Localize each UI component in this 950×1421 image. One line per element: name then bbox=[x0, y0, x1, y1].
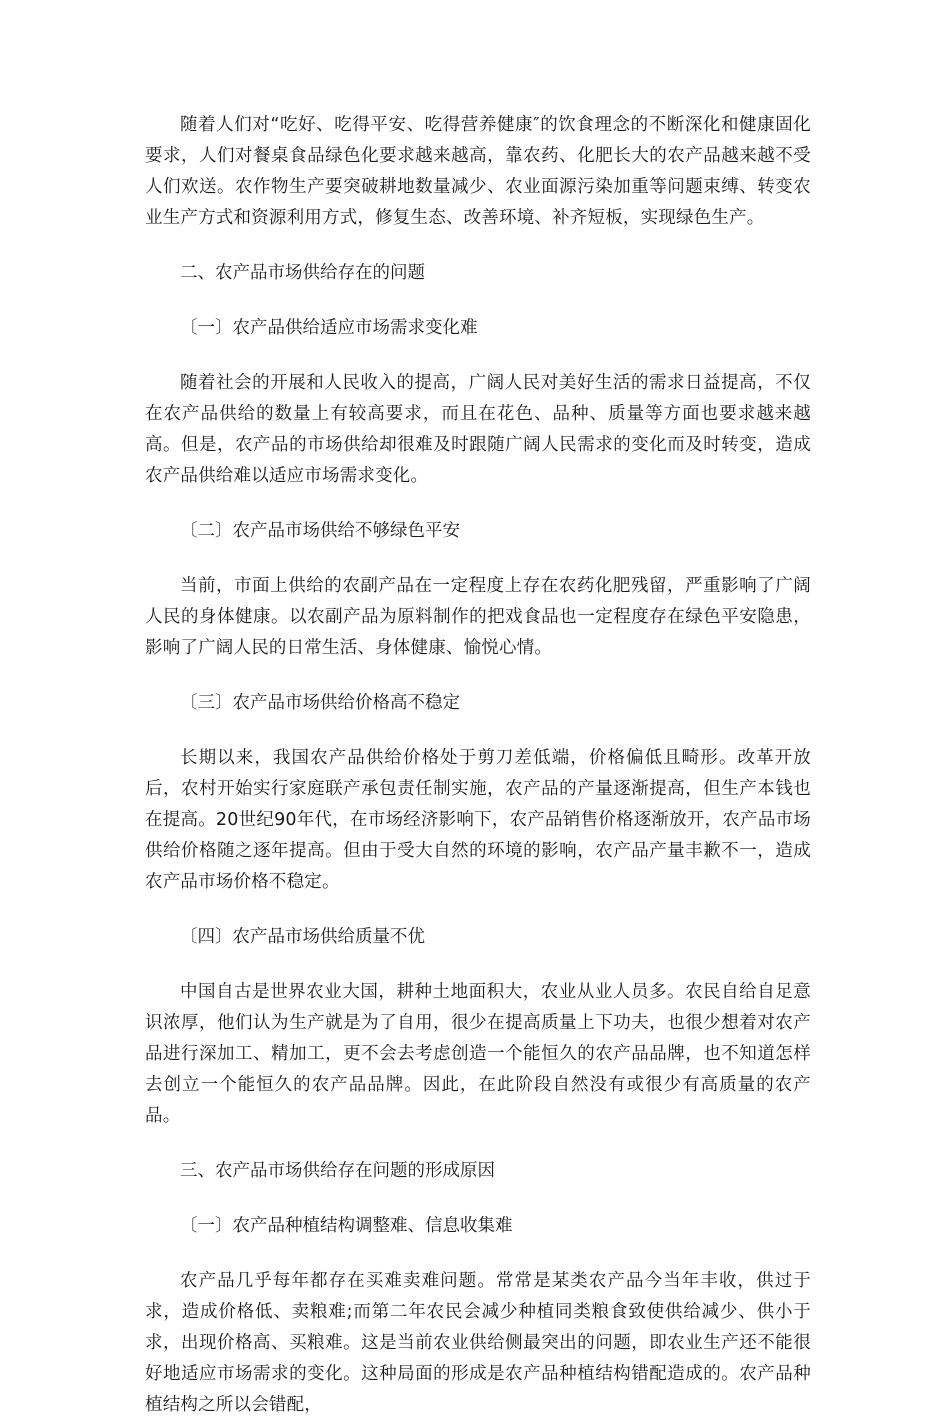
section-heading-2: 二、农产品市场供给存在的问题 bbox=[180, 263, 425, 283]
paragraph-2-3: 长期以来，我国农产品供给价格处于剪刀差低端，价格偏低且畸形。改革开放后，农村开始实行家庭联产承包责任制实施，农产品的产量逐渐提高，但生产本钱也在提高。20世纪90年代，在市场经济影响下，农产品销售价格逐渐放开，农产品市场供给价格随之逐年提高。但由于受大自然的环境的影响，农产品产量丰歉不一，造成农产品市场价格不稳定。 bbox=[145, 748, 811, 892]
subheading-3-1: 〔一〕农产品种植结构调整难、信息收集难 bbox=[180, 1216, 513, 1236]
document-body bbox=[145, 110, 811, 1421]
paragraph-3-1: 农产品几乎每年都存在买难卖难问题。常常是某类农产品今当年丰收，供过于求，造成价格低、卖粮难;而第二年农民会减少种植同类粮食致使供给减少、供小于求，出现价格高、买粮难。这是当前农业供给侧最突出的问题，即农业生产还不能很好地适应市场需求的变化。这种局面的形成是农产品种植结构错配造成的。农产品种植结构之所以会错配， bbox=[145, 1271, 811, 1415]
paragraph-green-consumption: 随着人们对“吃好、吃得平安、吃得营养健康″的饮食理念的不断深化和健康固化要求，人们对餐桌食品绿色化要求越来越高，靠农药、化肥长大的农产品越来越不受人们欢送。农作物生产要突破耕地数量减少、农业面源污染加重等问题束缚、转变农业生产方式和资源利用方式，修复生态、改善环境、补齐短板，实现绿色生产。 bbox=[145, 115, 811, 228]
subheading-2-2: 〔二〕农产品市场供给不够绿色平安 bbox=[180, 521, 460, 541]
subheading-2-3: 〔三〕农产品市场供给价格高不稳定 bbox=[180, 693, 460, 713]
subheading-2-4: 〔四〕农产品市场供给质量不优 bbox=[180, 927, 425, 947]
paragraph-2-1: 随着社会的开展和人民收入的提高，广阔人民对美好生活的需求日益提高，不仅在农产品供给的数量上有较高要求，而且在花色、品种、质量等方面也要求越来越高。但是，农产品的市场供给却很难及时跟随广阔人民需求的变化而及时转变，造成农产品供给难以适应市场需求变化。 bbox=[145, 373, 811, 486]
paragraph-2-4: 中国自古是世界农业大国，耕种土地面积大，农业从业人员多。农民自给自足意识浓厚，他们认为生产就是为了自用，很少在提高质量上下功夫，也很少想着对农产品进行深加工、精加工，更不会去考虑创造一个能恒久的农产品品牌，也不知道怎样去创立一个能恒久的农产品品牌。因此，在此阶段自然没有或很少有高质量的农产品。 bbox=[145, 982, 811, 1126]
section-heading-3: 三、农产品市场供给存在问题的形成原因 bbox=[180, 1161, 495, 1181]
paragraph-2-2: 当前，市面上供给的农副产品在一定程度上存在农药化肥残留，严重影响了广阔人民的身体健康。以农副产品为原料制作的把戏食品也一定程度存在绿色平安隐患，影响了广阔人民的日常生活、身体健康、愉悦心情。 bbox=[145, 576, 811, 658]
subheading-2-1: 〔一〕农产品供给适应市场需求变化难 bbox=[180, 318, 478, 338]
